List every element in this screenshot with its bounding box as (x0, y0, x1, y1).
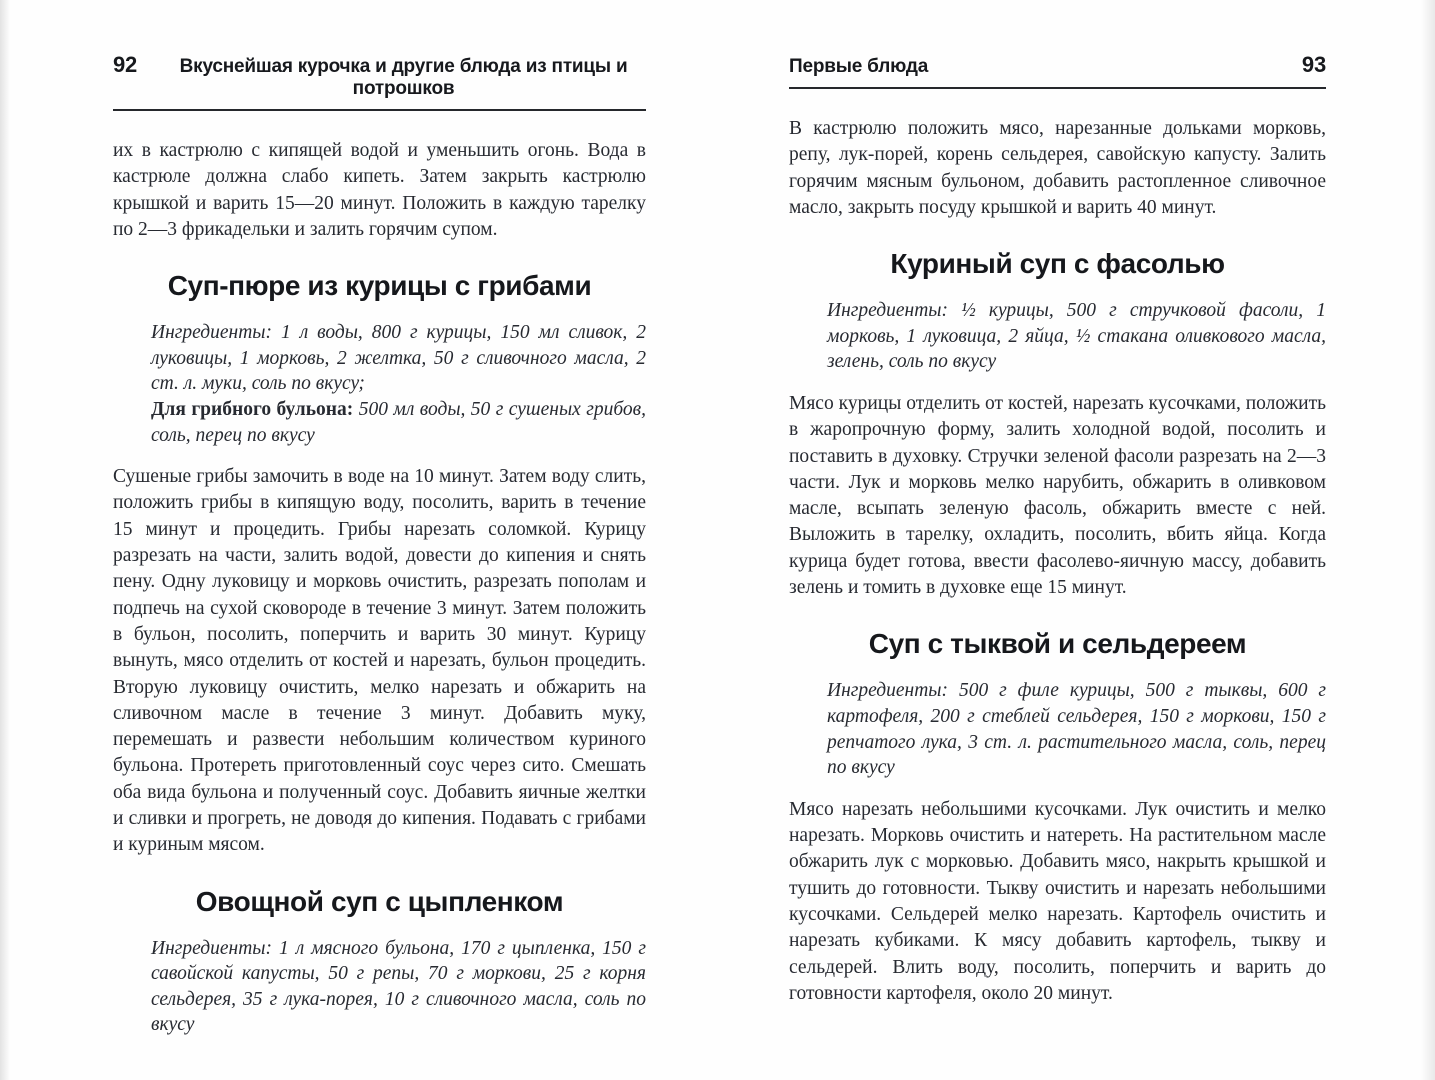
ingredients-block-soup-puree (151, 320, 646, 448)
ingredients-text: 1 л мясного бульона, 170 г цыпленка, 150 г савойской капусты, 50 г репы, 70 г моркови, 25 г корня сельдерея, 35 г лука-порея, 10 г сливочного масла, соль по вкусу (151, 937, 646, 1036)
broth-label: Для грибного бульона: (151, 398, 354, 420)
ingredients-block-chicken-bean-soup (827, 298, 1326, 375)
page-left (113, 52, 646, 1038)
running-title-right: Первые блюда (789, 56, 929, 77)
recipe-title-pumpkin-celery-soup: Суп с тыквой и сельдереем (868, 628, 1247, 660)
page-number-left: 92 (113, 52, 138, 77)
page-right (789, 52, 1326, 1007)
ingredients-main-line (151, 936, 646, 1038)
recipe-body-pumpkin-celery-soup: Мясо нарезать небольшими кусочками. Лук очистить и мелко нарезать. Морковь очистить и натереть. На растительном масле обжарить лук с морковью. Добавить мясо, накрыть крышкой и тушить до готовности. Тыкву очистить и нарезать небольшими кусочками. Сельдерей мелко нарезать. Картофель очистить и нарезать кубиками. К мясу добавить картофель, тыкву и сельдерей. Влить воду, посолить, поперчить и варить до готовности картофеля, около 20 минут. (789, 798, 1326, 1004)
broth-ingredients-text: 500 мл воды, 50 г сушеных грибов, соль, перец по вкусу (151, 398, 647, 446)
ingredients-label: Ингредиенты: (151, 937, 273, 959)
page-edge-shadow-right (1421, 0, 1435, 1080)
ingredients-label: Ингредиенты: (827, 300, 949, 322)
page-edge-shadow-left (0, 0, 10, 1080)
intro-paragraph-left: их в кастрюлю с кипящей водой и уменьшить огонь. Вода в кастрюле должна слабо кипеть. Затем закрыть кастрюлю крышкой и варить 15—20 минут. Положить в каждую тарелку по 2—3 фрикадельки и залить горячим супом. (113, 140, 646, 240)
ingredients-block-pumpkin-celery-soup (827, 678, 1326, 780)
recipe-body-soup-puree: Сушеные грибы замочить в воде на 10 минут. Затем воду слить, положить грибы в кипящую воду, посолить, варить в течение 15 минут и процедить. Грибы нарезать соломкой. Курицу разрезать на части, залить водой, довести до кипения и снять пену. Одну луковицу и морковь очистить, разрезать пополам и подпечь на сухой сковороде в течение 3 минут. Затем положить в бульон, посолить, поперчить и варить 30 минут. Курицу вынуть, мясо отделить от костей и нарезать, бульон процедить. Вторую луковицу очистить, мелко нарезать и обжарить на сливочном масле в течение 3 минут. Добавить муку, перемешать и развести небольшим количеством куриного бульона. Протереть приготовленный соус через сито. Смешать оба вида бульона и полученный соус. Добавить яичные желтки и сливки и прогреть, не доводя до кипения. Подавать с грибами и куриным мясом. (113, 466, 646, 856)
intro-paragraph-right: В кастрюлю положить мясо, нарезанные дольками морковь, репу, лук-порей, корень сельдерея, савойскую капусту. Залить горячим мясным бульоном, добавить растопленное сливочное масло, закрыть посуду крышкой и варить 40 минут. (789, 118, 1326, 218)
ingredients-main-line (827, 678, 1326, 780)
ingredients-block-vegetable-soup (151, 936, 646, 1038)
ingredients-text: ½ курицы, 500 г стручковой фасоли, 1 морковь, 1 луковица, 2 яйца, ½ стакана оливкового масла, зелень, соль по вкусу (827, 300, 1327, 373)
ingredients-label: Ингредиенты: (827, 680, 949, 702)
recipe-body-chicken-bean-soup: Мясо курицы отделить от костей, нарезать кусочками, положить в жаропрочную форму, залить холодной водой, посолить и поставить в духовку. Стручки зеленой фасоли разрезать на 2—3 части. Лук и морковь мелко нарубить, обжарить в оливковом масле, всыпать зеленую фасоль, обжарить вместе с ней. Выложить в тарелку, охладить, посолить, вбить яйца. Когда курица будет готова, ввести фасолево-яичную массу, добавить зелень и томить в духовке еще 15 минут. (789, 392, 1326, 599)
ingredients-main-line (151, 320, 646, 397)
recipe-title-chicken-bean-soup: Куриный суп с фасолью (890, 248, 1225, 280)
ingredients-broth-line (151, 397, 646, 448)
recipe-title-vegetable-soup-chicken: Овощной суп с цыпленком (195, 885, 564, 917)
page-number-right: 93 (1301, 52, 1326, 77)
running-title-left: Вкуснейшая курочка и другие блюда из птицы и потрошков (179, 56, 628, 99)
running-head-left (113, 52, 646, 111)
ingredients-main-line (827, 298, 1326, 375)
ingredients-text: 1 л воды, 800 г курицы, 150 мл сливок, 2 луковицы, 1 морковь, 2 желтка, 50 г сливочного масла, 2 ст. л. муки, соль по вкусу; (151, 322, 647, 395)
ingredients-text: 500 г филе курицы, 500 г тыквы, 600 г картофеля, 200 г стеблей сельдерея, 150 г моркови, 150 г репчатого лука, 3 ст. л. растительного масла, соль, перец по вкусу (827, 680, 1327, 779)
ingredients-label: Ингредиенты: (151, 322, 273, 344)
running-head-right (789, 52, 1326, 89)
recipe-title-soup-puree-mushrooms: Суп-пюре из курицы с грибами (167, 270, 592, 302)
